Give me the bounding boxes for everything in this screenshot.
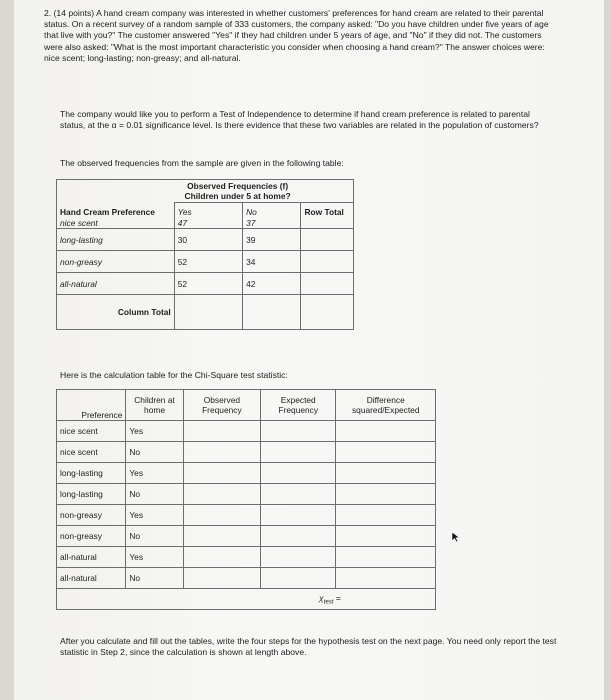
expected-entry[interactable]	[261, 463, 336, 484]
chi-square-statistic-label: $\chi_{test}$ =	[319, 593, 341, 606]
calc-kids-cell: No	[126, 568, 183, 589]
calc-kids-cell: Yes	[126, 505, 183, 526]
observed-entry[interactable]	[183, 568, 260, 589]
column-total-cell[interactable]	[243, 295, 301, 330]
calc-kids-cell: No	[126, 526, 183, 547]
expected-entry[interactable]	[261, 568, 336, 589]
calc-kids-cell: Yes	[126, 421, 183, 442]
closing-instructions: After you calculate and fill out the tables, write the four steps for the hypothesis test on the next page. You need only report the test statistic in Step 2, since the calculation is shown at length above.	[60, 636, 557, 658]
calc-pref-cell: non-greasy	[57, 505, 126, 526]
expected-entry[interactable]	[261, 505, 336, 526]
col-header: Children at home	[126, 390, 183, 421]
observed-entry[interactable]	[183, 547, 260, 568]
obs-no-value: 37	[246, 217, 256, 228]
obs-yes-value: 30	[174, 229, 242, 251]
observed-entry[interactable]	[183, 442, 260, 463]
calc-pref-cell: long-lasting	[57, 484, 126, 505]
difference-entry[interactable]	[336, 547, 436, 568]
problem-task: The company would like you to perform a Test of Independence to determine if hand cream preference is related to parental status, at the α = 0.01 significance level. Is there evidence that these two variables are related in the population of customers?	[60, 109, 539, 131]
calc-kids-cell: No	[126, 442, 183, 463]
calc-kids-cell: Yes	[126, 547, 183, 568]
table-intro: The observed frequencies from the sample are given in the following table:	[60, 158, 344, 168]
observed-subtitle: Children under 5 at home?	[184, 191, 291, 201]
col-header: Difference squared/Expected	[336, 390, 436, 421]
observed-entry[interactable]	[183, 421, 260, 442]
obs-row-label: nice scent	[60, 217, 98, 228]
col-header: Observed Frequency	[183, 390, 260, 421]
expected-entry[interactable]	[261, 547, 336, 568]
expected-entry[interactable]	[261, 442, 336, 463]
row-total-cell[interactable]	[301, 251, 354, 273]
observed-entry[interactable]	[183, 526, 260, 547]
expected-entry[interactable]	[261, 484, 336, 505]
calc-intro: Here is the calculation table for the Chi-Square test statistic:	[60, 370, 288, 380]
difference-entry[interactable]	[336, 526, 436, 547]
calc-pref-cell: all-natural	[57, 568, 126, 589]
obs-row-label: non-greasy	[57, 251, 175, 273]
obs-yes-value: 52	[174, 251, 242, 273]
col-header: Preference	[57, 390, 126, 421]
col-yes-label: Yes	[177, 207, 192, 217]
difference-entry[interactable]	[336, 505, 436, 526]
difference-entry[interactable]	[336, 568, 436, 589]
row-total-cell[interactable]	[301, 273, 354, 295]
row-total-label: Row Total	[304, 207, 344, 217]
calc-pref-cell: nice scent	[57, 421, 126, 442]
expected-entry[interactable]	[261, 421, 336, 442]
obs-no-value: 42	[243, 273, 301, 295]
column-total-cell[interactable]	[174, 295, 242, 330]
difference-entry[interactable]	[336, 442, 436, 463]
observed-frequencies-table	[56, 179, 354, 330]
difference-entry[interactable]	[336, 463, 436, 484]
observed-entry[interactable]	[183, 484, 260, 505]
observed-entry[interactable]	[183, 463, 260, 484]
difference-entry[interactable]	[336, 421, 436, 442]
chi-square-calc-table	[56, 389, 436, 610]
calc-pref-cell: non-greasy	[57, 526, 126, 547]
mouse-pointer-icon	[451, 531, 461, 543]
observed-title: Observed Frequencies (f)	[187, 181, 289, 191]
calc-pref-cell: long-lasting	[57, 463, 126, 484]
calc-kids-cell: No	[126, 484, 183, 505]
difference-entry[interactable]	[336, 484, 436, 505]
obs-row-label: long-lasting	[57, 229, 175, 251]
col-header: Expected Frequency	[261, 390, 336, 421]
test-statistic-row[interactable]	[57, 589, 436, 610]
observed-entry[interactable]	[183, 505, 260, 526]
calc-pref-cell: all-natural	[57, 547, 126, 568]
column-total-label: Column Total	[57, 295, 175, 330]
obs-row-label: all-natural	[57, 273, 175, 295]
obs-no-value: 34	[243, 251, 301, 273]
row-total-cell[interactable]	[301, 229, 354, 251]
obs-yes-value: 52	[174, 273, 242, 295]
problem-intro: 2. (14 points) A hand cream company was interested in whether customers' preferences for hand cream are related to their parental status. On a recent survey of a random sample of 333 customers, the company asked: "Do you have children under five years of age that live with you?" The customer answered "Yes" if they had children under 5 years of age, and "No" if they did not. The customers were also asked: "What is the most important characteristic you consider when choosing a hand cream?" The answer choices were: nice scent; long-lasting; non-greasy; and all-natural.	[44, 8, 549, 63]
obs-no-value: 39	[243, 229, 301, 251]
calc-kids-cell: Yes	[126, 463, 183, 484]
obs-yes-value: 47	[177, 217, 188, 228]
calc-pref-cell: nice scent	[57, 442, 126, 463]
worksheet-page	[14, 0, 604, 700]
grand-total-cell[interactable]	[301, 295, 354, 330]
row-header-label: Hand Cream Preference	[60, 207, 155, 217]
col-no-label: No	[246, 207, 257, 217]
expected-entry[interactable]	[261, 526, 336, 547]
